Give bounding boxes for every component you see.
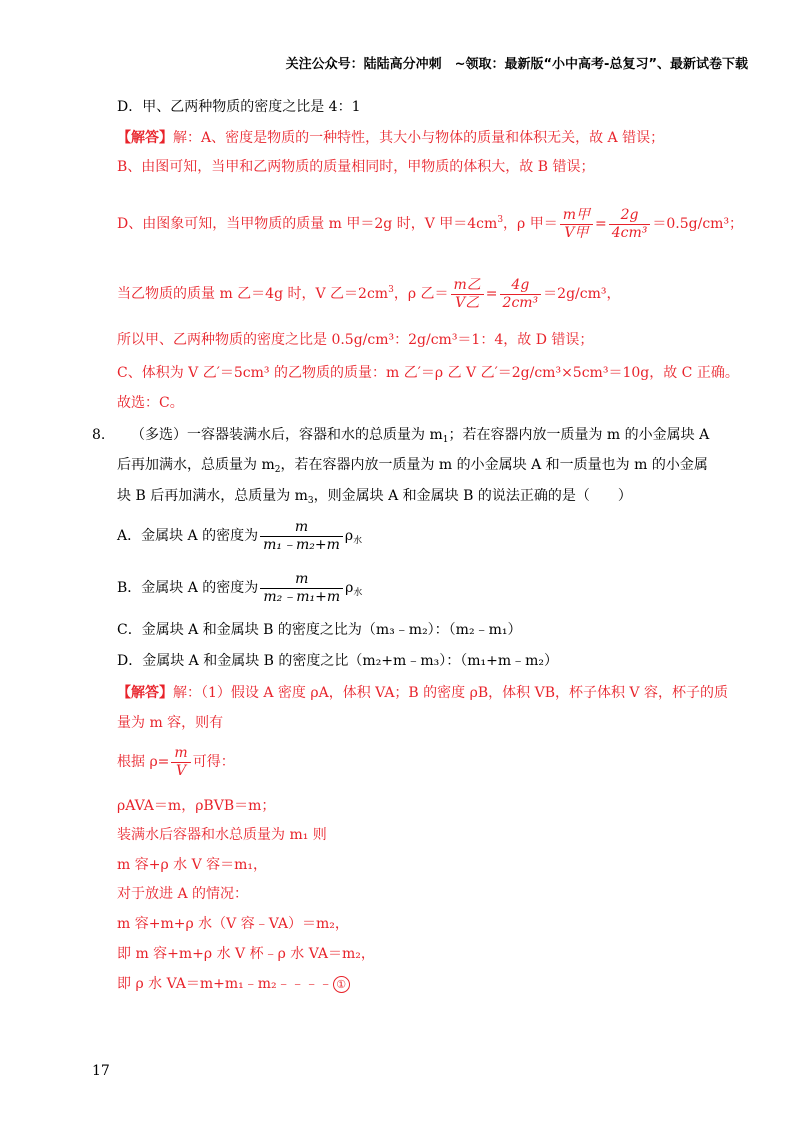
question-number: 8. bbox=[92, 427, 106, 443]
numerator: m bbox=[260, 571, 343, 589]
option-c: C．金属块 A 和金属块 B 的密度之比为（m₃﹣m₂）：（m₂﹣m₁） bbox=[117, 622, 522, 638]
option-d: D．金属块 A 和金属块 B 的密度之比（m₂+m﹣m₃）：（m₁+m﹣m₂） bbox=[117, 653, 558, 669]
page-header: 关注公众号：陆陆高分冲刺 ~领取：最新版“小中高考-总复习”、最新试卷下载 bbox=[285, 57, 748, 72]
text: 可得： bbox=[192, 754, 235, 770]
option-b: B．金属块 A 的密度为 $\frac{m}{\text{m₂﹣m₁+m}}$ $\rho_水$ bbox=[117, 570, 363, 605]
question-line-3: 块 B 后再加满水，总质量为 $m_3$，则金属块 A 和金属块 B 的说法正确的是（ ） bbox=[117, 488, 632, 506]
text: ，ρ 甲＝ bbox=[503, 216, 558, 232]
prev-answer-line-5: 所以甲、乙两种物质的密度之比是 0.5g/cm³：2g/cm³＝1：4，故 D 错误； bbox=[117, 332, 594, 348]
fraction bbox=[260, 519, 343, 554]
solution-line-6: m 容+ρ 水 V 容＝m₁， bbox=[117, 857, 268, 873]
solution-line-9: 即 m 容+m+ρ 水 V 杯﹣ρ 水 VA＝m₂， bbox=[117, 946, 375, 962]
fraction bbox=[260, 571, 343, 606]
text: 解：（1）假设 A 密度 ρA，体积 VA；B 的密度 ρB，体积 VB，杯子体积 V 容，杯子的质 bbox=[173, 685, 728, 701]
solution-line-1 bbox=[117, 683, 728, 703]
prev-answer-line-7: 故选：C。 bbox=[117, 395, 184, 411]
answer-text: 解：A、密度是物质的一种特性，其大小与物体的质量和体积无关，故 A 错误； bbox=[173, 130, 665, 146]
question-line-2: 后再加满水，总质量为 $m_2$，若在容器内放一质量为 m 的小金属块 A 和一质量也为 m 的小金属 bbox=[117, 457, 708, 475]
text: 后再加满水，总质量为 m bbox=[117, 457, 275, 473]
solution-line-3 bbox=[117, 742, 235, 782]
numerator: 4g bbox=[500, 277, 542, 295]
prev-answer-line-4: 当乙物质的质量 m 乙＝4g 时，V 乙$=2cm^3$，ρ 乙＝ $\frac{\text{m乙}}{\text{V乙}}$ = $\frac{4g}{\text{2cm³}}$ ＝2g/cm³， bbox=[117, 276, 621, 311]
fraction bbox=[609, 207, 651, 242]
numerator: m bbox=[171, 745, 190, 763]
text: A．金属块 A 的密度为 bbox=[117, 528, 259, 544]
solution-line-8: m 容+m+ρ 水（V 容﹣VA）＝m₂， bbox=[117, 916, 349, 932]
prev-answer-line-2: B、由图可知，当甲和乙两物质的质量相同时，甲物质的体积大，故 B 错误； bbox=[117, 159, 595, 175]
denominator: m₁﹣m₂+m bbox=[263, 536, 340, 553]
text: B．金属块 A 的密度为 bbox=[117, 580, 259, 596]
numerator: m bbox=[260, 519, 343, 537]
solution-line-4: ρAVA＝m，ρBVB＝m； bbox=[117, 798, 276, 814]
fraction bbox=[500, 277, 542, 312]
answer-tag: 【解答】 bbox=[117, 130, 173, 146]
rho: ρ bbox=[344, 528, 354, 544]
numerator: 2g bbox=[609, 207, 651, 225]
solution-line-2: 量为 m 容，则有 bbox=[117, 715, 224, 731]
numerator: m乙 bbox=[451, 277, 484, 295]
denominator: 4cm³ bbox=[611, 224, 648, 241]
answer-tag: 【解答】 bbox=[117, 685, 173, 701]
text: （多选）一容器装满水后，容器和水的总质量为 m bbox=[131, 427, 443, 443]
denominator: V甲 bbox=[564, 224, 589, 241]
text: ，若在容器内放一质量为 m 的小金属块 A 和一质量也为 m 的小金属 bbox=[280, 457, 708, 473]
fraction bbox=[171, 745, 190, 780]
fraction bbox=[560, 207, 593, 242]
option-a: A．金属块 A 的密度为 $\frac{m}{\text{m₁﹣m₂+m}}$ $\rho_水$ bbox=[117, 518, 363, 553]
text: ＝2g/cm³， bbox=[543, 286, 621, 302]
question-line-1: （多选）一容器装满水后，容器和水的总质量为 $m_1$；若在容器内放一质量为 m 的小金属块 A bbox=[131, 427, 710, 445]
fraction bbox=[451, 277, 484, 312]
page-number: 17 bbox=[92, 1063, 110, 1079]
prev-option-d: D．甲、乙两种物质的密度之比是 4：1 bbox=[117, 99, 361, 115]
denominator: V乙 bbox=[455, 294, 480, 311]
text: ＝0.5g/cm³； bbox=[652, 216, 744, 232]
text: 块 B 后再加满水，总质量为 m bbox=[117, 488, 308, 504]
text: ，则金属块 A 和金属块 B 的说法正确的是（ ） bbox=[313, 488, 632, 504]
solution-line-5: 装满水后容器和水总质量为 m₁ 则 bbox=[117, 827, 327, 843]
text: 根据 ρ= bbox=[117, 754, 170, 770]
circled-one: ① bbox=[333, 976, 350, 993]
denominator: V bbox=[176, 762, 187, 779]
solution-line-7: 对于放进 A 的情况： bbox=[117, 886, 249, 902]
solution-line-10 bbox=[117, 974, 350, 994]
prev-answer-line-3: D、由图象可知，当甲物质的质量 m 甲＝2g 时，V 甲$=4cm^3$，ρ 甲＝ $\frac{\text{m甲}}{\text{V甲}}$ = $\frac{2g}{\text{4cm³}}$ ＝0.5g/cm³； bbox=[117, 206, 744, 241]
text: 当乙物质的质量 m 乙＝4g 时，V 乙＝2cm bbox=[117, 286, 389, 302]
rho: ρ bbox=[345, 580, 354, 596]
text: 即 ρ 水 VA＝m+m₁﹣m₂﹣﹣﹣﹣ bbox=[117, 976, 333, 992]
text: ，ρ 乙＝ bbox=[393, 286, 449, 302]
numerator: m甲 bbox=[560, 207, 593, 225]
text: ；若在容器内放一质量为 m 的小金属块 A bbox=[448, 427, 710, 443]
denominator: 2cm³ bbox=[502, 294, 539, 311]
prev-answer-line-6: C、体积为 V 乙′＝5cm³ 的乙物质的质量：m 乙′＝ρ 乙 V 乙′＝2g/cm³×5cm³＝10g，故 C 正确。 bbox=[117, 365, 739, 381]
denominator: m₂﹣m₁+m bbox=[263, 588, 341, 605]
prev-answer-line-1 bbox=[117, 128, 664, 148]
text: D、由图象可知，当甲物质的质量 m 甲＝2g 时，V 甲＝4cm bbox=[117, 216, 498, 232]
